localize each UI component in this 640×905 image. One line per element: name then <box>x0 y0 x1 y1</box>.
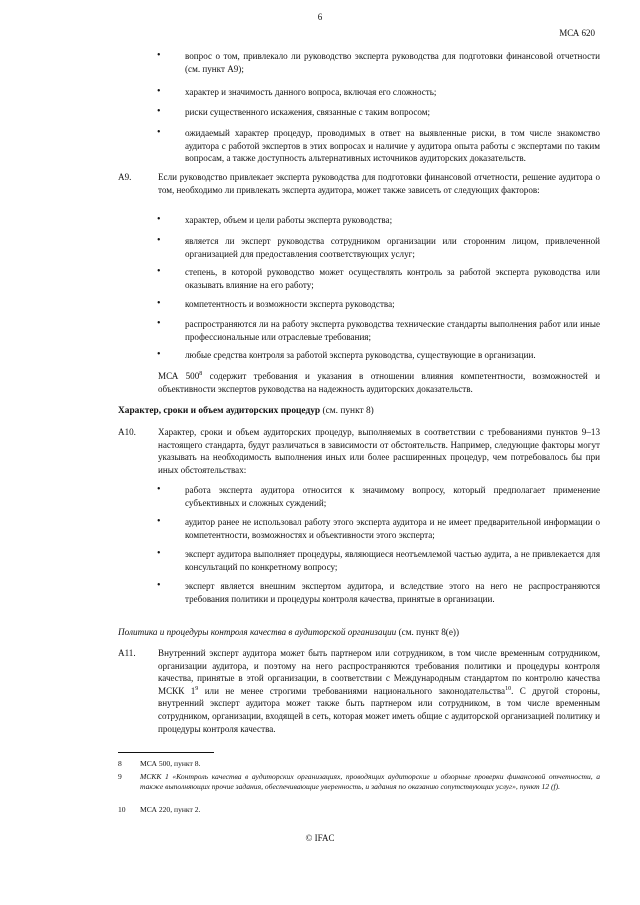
document-code: МСА 620 <box>559 28 595 38</box>
note-text: содержит требования и указания в отношении влияния компетентности, возможностей и объективности экспертов руководства на надежность аудиторских доказательств. <box>158 371 600 394</box>
bullet-icon: • <box>157 235 161 246</box>
bullet-icon: • <box>157 349 161 360</box>
section-heading-ref: (см. пункт 8(e)) <box>396 627 460 637</box>
bullet-icon: • <box>157 318 161 329</box>
bullet-icon: • <box>157 127 161 138</box>
section-heading-ref: (см. пункт 8) <box>320 406 374 416</box>
section-heading <box>118 406 374 416</box>
list-item: компетентность и возможности эксперта руководства; <box>185 299 395 309</box>
list-item: является ли эксперт руководства сотрудником организации или сторонним лицом, привлеченной организацией для предоставления соответствующих услуг; <box>185 236 600 259</box>
bullet-icon: • <box>157 516 161 527</box>
bullet-icon: • <box>157 214 161 225</box>
section-heading-title: Характер, сроки и объем аудиторских процедур <box>118 406 321 416</box>
footnote-number: 10 <box>118 805 126 814</box>
list-item: работа эксперта аудитора относится к значимому вопросу, который предполагает применение субъективных и сложных суждений; <box>185 485 600 508</box>
bullet-icon: • <box>157 548 161 559</box>
copyright-footer: © IFAC <box>305 833 335 843</box>
paragraph-label-a9: A9. <box>118 172 132 182</box>
bullet-icon: • <box>157 266 161 277</box>
footnote-text: МСА 220, пункт 2. <box>140 805 201 814</box>
list-item: эксперт является внешним экспертом аудитора, и вследствие этого на него не распространяются требования политики и процедуры контроля качества, принятые в организации. <box>185 581 600 604</box>
bullet-icon: • <box>157 484 161 495</box>
footnote-text: МСА 500, пункт 8. <box>140 759 201 768</box>
list-item: аудитор ранее не использовал работу этого эксперта аудитора и не имеет предварительной информации о компетентности, возможностях и объективности этого эксперта; <box>185 517 600 540</box>
footnote-ref: 8 <box>199 370 203 377</box>
paragraph-a11-part1: Внутренний эксперт аудитора может быть партнером или сотрудником, в том числе временным сотрудником, организации аудитора, и поэтому на него распространяются требования политики и процедуры контроля качества, принятые в этой организации, в соответствии с Международным стандартом по контролю качества МСКК 1 <box>158 648 600 696</box>
paragraph-a11-part2: или не менее строгими требованиями национального законодательства <box>198 685 506 696</box>
bullet-icon: • <box>157 50 161 61</box>
paragraph-a9-note <box>158 370 600 395</box>
footnote-number: 8 <box>118 759 122 768</box>
bullet-icon: • <box>157 106 161 117</box>
bullet-icon: • <box>157 298 161 309</box>
list-item: любые средства контроля за работой эксперта руководства, существующие в организации. <box>185 350 536 360</box>
bullet-icon: • <box>157 580 161 591</box>
paragraph-a11 <box>158 647 600 735</box>
list-item: степень, в которой руководство может осуществлять контроль за работой эксперта руководства или оказывать влияние на его работу; <box>185 267 600 290</box>
note-ref: МСА 500 <box>158 371 200 381</box>
footnote-text: МСКК 1 «Контроль качества в аудиторских организациях, проводящих аудиторские и обзорные проверки финансовой отчетности, а также выполняющих прочие задания, обеспечивающие уверенность, и задания по оказанию сопутствующих услуг», пункт 12 (f). <box>140 772 600 791</box>
footnote-number: 9 <box>118 772 122 781</box>
section-heading <box>118 627 459 637</box>
paragraph-a11-part3: . С другой стороны, внутренний эксперт аудитора может также быть партнером или сотрудником, в том числе временным сотрудником, организации, входящей в сеть, которая может иметь общие с аудиторской организацией политику и процедуры контроля качества. <box>158 685 600 734</box>
footnote-ref: 10 <box>505 685 512 692</box>
paragraph-a9: Если руководство привлекает эксперта руководства для подготовки финансовой отчетности, решение аудитора о том, необходимо ли привлекать эксперта аудитора, может также зависеть от следующих факторов: <box>158 172 600 195</box>
list-item: распространяются ли на работу эксперта руководства технические стандарты выполнения работ или иные профессиональные или отраслевые требования; <box>185 319 600 342</box>
paragraph-label-a10: A10. <box>118 427 136 437</box>
list-item: ожидаемый характер процедур, проводимых в ответ на выявленные риски, в том числе знакомство аудитора с работой экспертов в этих вопросах и наличие у аудитора опыта работы с экспертами по таким вопросам, а также доступность альтернативных источников аудиторских доказательств. <box>185 128 600 164</box>
list-item: вопрос о том, привлекало ли руководство эксперта руководства для подготовки финансовой отчетности (см. пункт A9); <box>185 51 600 74</box>
page-number: 6 <box>317 12 323 22</box>
list-item: риски существенного искажения, связанные с таким вопросом; <box>185 107 431 117</box>
footnote-divider <box>118 752 214 753</box>
list-item: характер, объем и цели работы эксперта руководства; <box>185 215 393 225</box>
list-item: характер и значимость данного вопроса, включая его сложность; <box>185 87 437 97</box>
list-item: эксперт аудитора выполняет процедуры, являющиеся неотъемлемой частью аудита, а не привлекается для консультаций по конкретному вопросу; <box>185 549 600 572</box>
section-heading-title: Политика и процедуры контроля качества в аудиторской организации <box>118 627 397 637</box>
footnote-ref: 9 <box>195 685 199 692</box>
bullet-icon: • <box>157 86 161 97</box>
paragraph-a10: Характер, сроки и объем аудиторских процедур, выполняемых в соответствии с требованиями пунктов 9–13 настоящего стандарта, будут различаться в зависимости от обстоятельств. Например, следующие факторы могут указывать на необходимость выполнения иных или более расширенных процедур, чем потребовалось бы при иных обстоятельствах: <box>158 427 600 475</box>
paragraph-label-a11: A11. <box>118 648 136 658</box>
